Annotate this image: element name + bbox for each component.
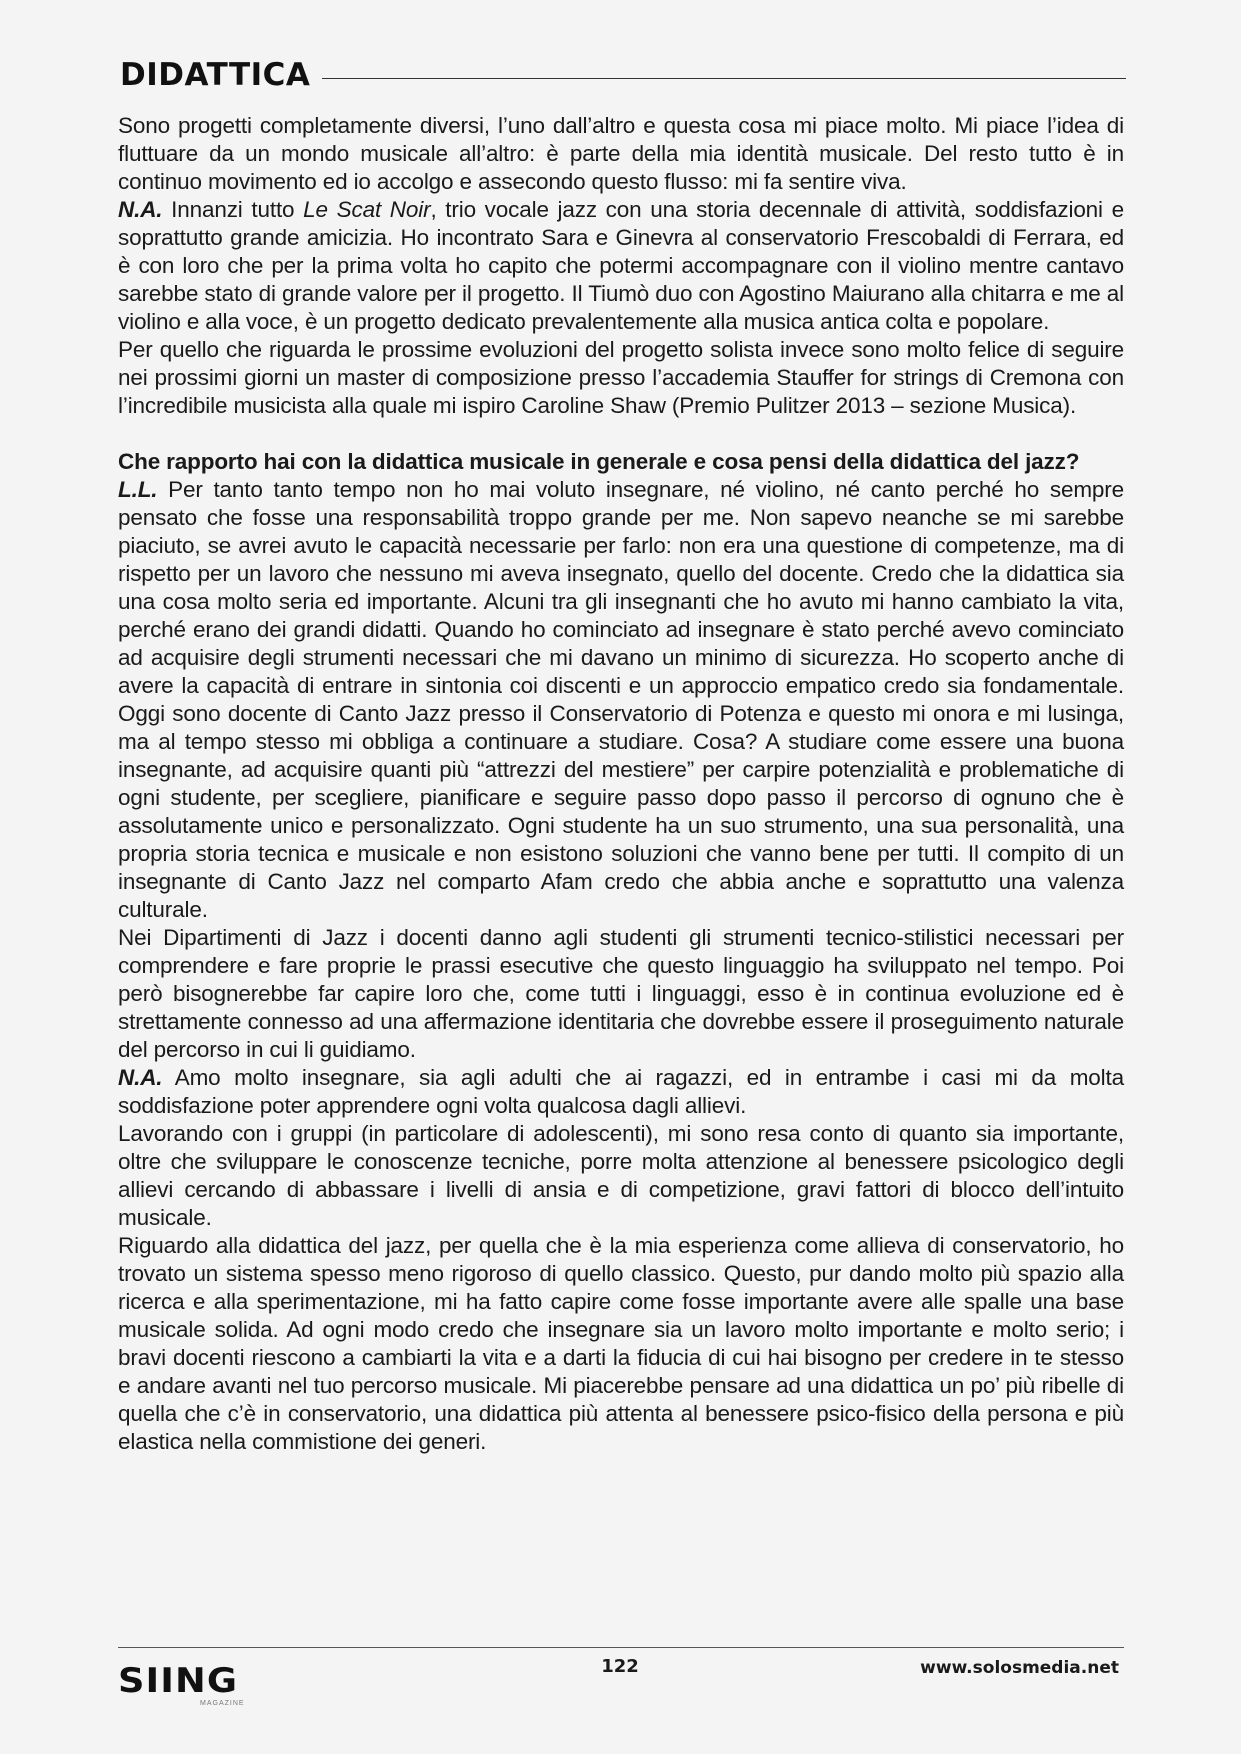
paragraph xyxy=(118,196,1124,336)
page-number: 122 xyxy=(601,1656,639,1677)
header-rule xyxy=(322,78,1126,79)
paragraph-text: Amo molto insegnare, sia agli adulti che ai ragazzi, ed in entrambe i casi mi da molta soddisfazione poter apprendere ogni volta qualcosa dagli allievi. xyxy=(118,1065,1124,1118)
paragraph-text: Per tanto tanto tempo non ho mai voluto insegnare, né violino, né canto perché ho sempre pensato che fosse una responsabilità troppo grande per me. Non sapevo neanche se mi sarebbe piaciuto, se avrei avuto le capacità necessarie per farlo: non era una questione di competenze, ma di rispetto per un lavoro che nessuno mi aveva insegnato, quello del docente. Credo che la didattica sia una cosa molto seria ed importante. Alcuni tra gli insegnanti che ho avuto mi hanno cambiato la vita, perché erano dei grandi didatti. Quando ho cominciato ad insegnare è stato perché avevo cominciato ad acquisire degli strumenti necessari che mi davano un minimo di sicurezza. Ho scoperto anche di avere la capacità di entrare in sintonia coi discenti e un approccio empatico credo sia fondamentale. Oggi sono docente di Canto Jazz presso il Conservatorio di Potenza e questo mi onora e mi lusinga, ma al tempo stesso mi obbliga a continuare a studiare. Cosa? A studiare come essere una buona insegnante, ad acquisire quanti più “attrezzi del mestiere” per carpire potenzialità e problematiche di ogni studente, per scegliere, pianificare e seguire passo dopo passo il percorso di ognuno che è assolutamente unico e personalizzato. Ogni studente ha un suo strumento, una sua personalità, una propria storia tecnica e musicale e non esistono soluzioni che vanno bene per tutti. Il compito di un insegnante di Canto Jazz nel comparto Afam credo che abbia anche e soprattutto una valenza culturale. xyxy=(118,477,1124,922)
paragraph-text: Nei Dipartimenti di Jazz i docenti danno agli studenti gli strumenti tecnico-stilistici necessari per comprendere e fare proprie le prassi esecutive che questo linguaggio ha sviluppato nel tempo. Poi però bisognerebbe far capire loro che, come tutti i linguaggi, esso è in continua evoluzione ed è strettamente connesso ad una affermazione identitaria che dovrebbe essere il proseguimento naturale del percorso in cui li guidiamo. xyxy=(118,925,1124,1062)
paragraph xyxy=(118,1064,1124,1120)
paragraph-text: Innanzi tutto xyxy=(162,197,304,222)
speaker-label: N.A. xyxy=(118,1065,163,1090)
logo-wordmark: SIING xyxy=(118,1661,239,1701)
speaker-label: L.L. xyxy=(118,477,158,502)
logo-subtitle: MAGAZINE xyxy=(200,1700,245,1707)
paragraph-text: Sono progetti completamente diversi, l’uno dall’altro e questa cosa mi piace molto. Mi piace l’idea di fluttuare da un mondo musicale all’altro: è parte della mia identità musicale. Del resto tutto è in continuo movimento ed io accolgo e assecondo questo flusso: mi fa sentire viva. xyxy=(118,113,1124,194)
paragraph xyxy=(118,1120,1124,1232)
paragraph xyxy=(118,112,1124,196)
paragraph xyxy=(118,1232,1124,1456)
paragraph xyxy=(118,476,1124,924)
paragraph-text: Per quello che riguarda le prossime evoluzioni del progetto solista invece sono molto felice di seguire nei prossimi giorni un master di composizione presso l’accademia Stauffer for strings di Cremona con l’incredibile musicista alla quale mi ispiro Caroline Shaw (Premio Pulitzer 2013 – sezione Musica). xyxy=(118,337,1124,418)
paragraph-text: Riguardo alla didattica del jazz, per quella che è la mia esperienza come allieva di conservatorio, ho trovato un sistema spesso meno rigoroso di quello classico. Questo, pur dando molto più spazio alla ricerca e alla sperimentazione, mi ha fatto capire come fosse importante avere alle spalle una base musicale solida. Ad ogni modo credo che insegnare sia un lavoro molto importante e molto serio; i bravi docenti riescono a cambiarti la vita e a darti la fiducia di cui hai bisogno per credere in te stesso e andare avanti nel tuo percorso musicale. Mi piacerebbe pensare ad una didattica un po’ più ribelle di quella che c’è in conservatorio, una didattica più attenta al benessere psico-fisico della persona e più elastica nella commistione dei generi. xyxy=(118,1233,1124,1454)
article-body xyxy=(118,112,1124,1456)
footer-rule xyxy=(118,1647,1124,1648)
paragraph-text: Lavorando con i gruppi (in particolare di adolescenti), mi sono resa conto di quanto sia importante, oltre che sviluppare le conoscenze tecniche, porre molta attenzione al benessere psicologico degli allievi cercando di abbassare i livelli di ansia e di competizione, gravi fattori di blocco dell’intuito musicale. xyxy=(118,1121,1124,1230)
project-title: Le Scat Noir xyxy=(303,197,431,222)
website-link[interactable]: www.solosmedia.net xyxy=(920,1658,1119,1678)
speaker-label: N.A. xyxy=(118,197,163,222)
magazine-logo xyxy=(118,1661,248,1708)
paragraph xyxy=(118,924,1124,1064)
interview-question: Che rapporto hai con la didattica musicale in generale e cosa pensi della didattica del jazz? xyxy=(118,449,1080,474)
paragraph xyxy=(118,336,1124,420)
page-header xyxy=(120,52,1126,98)
paragraph-text: , trio vocale jazz con una storia decennale di attività, soddisfazioni e soprattutto grande amicizia. Ho incontrato Sara e Ginevra al conservatorio Frescobaldi di Ferrara, ed è con loro che per la prima volta ho capito che potermi accompagnare con il violino mentre cantavo sarebbe stato di grande valore per il progetto. Il Tiumò duo con Agostino Maiurano alla chitarra e me al violino e alla voce, è un progetto dedicato prevalentemente alla musica antica colta e popolare. xyxy=(118,197,1124,334)
section-title: DIDATTICA xyxy=(120,57,311,93)
